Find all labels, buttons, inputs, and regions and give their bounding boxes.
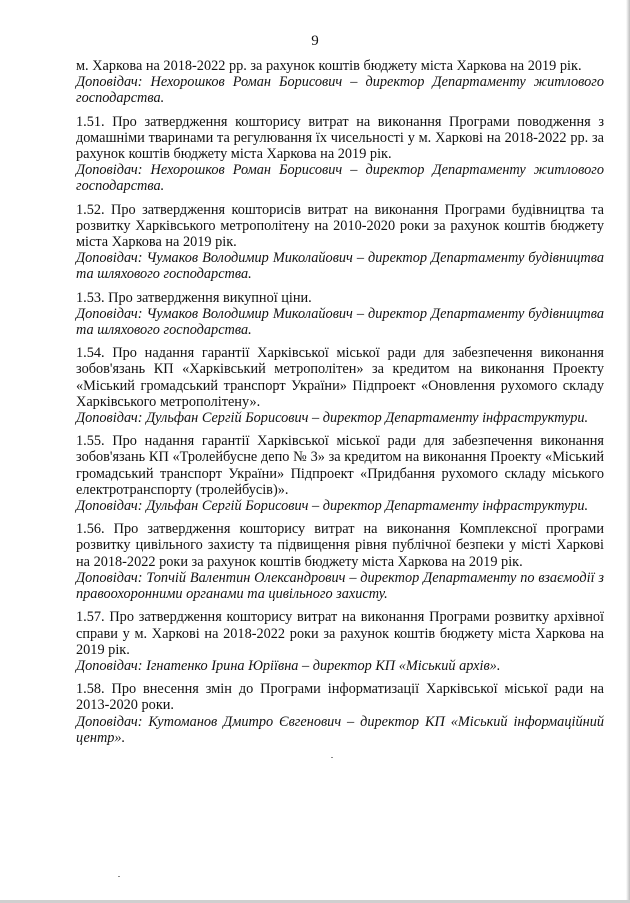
agenda-item bbox=[76, 114, 604, 195]
agenda-item-text: 1.53. Про затвердження викупної ціни. bbox=[76, 289, 312, 306]
agenda-item-speaker: Доповідач: Чумаков Володимир Миколайович – директор Департаменту будівництва та шляхового господарства. bbox=[76, 250, 604, 283]
scan-speck bbox=[331, 757, 333, 758]
agenda-item-text: м. Харкова на 2018-2022 рр. за рахунок коштів бюджету міста Харкова на 2019 рік. bbox=[76, 58, 582, 74]
agenda-item-speaker: Доповідач: Нехорошков Роман Борисович – директор Департаменту житлового господарства. bbox=[76, 74, 604, 107]
agenda-item bbox=[76, 58, 604, 107]
agenda-item-text: 1.55. Про надання гарантії Харківської міської ради для забезпечення виконання зобов'язань КП «Тролейбусне депо № 3» за кредитом на виконання Проекту «Міський громадський транспорт України» Підпроект «Придбання рухомого складу міського електротранспорту (тролейбусів)». bbox=[76, 433, 604, 498]
agenda-item-speaker: Доповідач: Чумаков Володимир Миколайович – директор Департаменту будівництва та шляхового господарства. bbox=[76, 305, 604, 339]
page-number: 9 bbox=[311, 33, 319, 49]
agenda-item-speaker: Доповідач: Дульфан Сергій Борисович – директор Департаменту інфраструктури. bbox=[76, 498, 589, 515]
agenda-item-speaker: Доповідач: Кутоманов Дмитро Євгенович – директор КП «Міський інформаційний центр». bbox=[76, 713, 604, 746]
scan-edge-shadow bbox=[626, 0, 630, 903]
agenda-item-text: 1.58. Про внесення змін до Програми інформатизації Харківської міської ради на 2013-2020 роки. bbox=[76, 681, 604, 714]
agenda-item bbox=[76, 345, 604, 426]
agenda-item-text: 1.57. Про затвердження кошторису витрат на виконання Програми розвитку архівної справи у м. Харкові на 2018-2022 роки за рахунок коштів бюджету міста Харкова на 2019 рік. bbox=[76, 609, 604, 658]
agenda-item-speaker: Доповідач: Дульфан Сергій Борисович – директор Департаменту інфраструктури. bbox=[76, 410, 589, 427]
agenda-item-speaker: Доповідач: Ігнатенко Ірина Юріївна – директор КП «Міський архів». bbox=[76, 657, 501, 674]
agenda-list bbox=[76, 58, 604, 753]
agenda-item-speaker: Доповідач: Нехорошков Роман Борисович – директор Департаменту житлового господарства. bbox=[76, 162, 604, 195]
agenda-item-text: 1.51. Про затвердження кошторису витрат на виконання Програми поводження з домашніми тваринами та регулювання їх чисельності у м. Харкові на 2018-2022 рр. за рахунок коштів бюджету міста Харкова на 2019 рік. bbox=[76, 113, 604, 163]
agenda-item bbox=[76, 609, 604, 674]
agenda-item-text: 1.54. Про надання гарантії Харківської міської ради для забезпечення виконання зобов'язань КП «Харківський метрополітен» за кредитом на виконання Проекту «Міський громадський транспорт України» Підпроект «Оновлення рухомого складу Харківського метрополітену». bbox=[76, 345, 604, 410]
agenda-item-text: 1.52. Про затвердження кошторисів витрат на виконання Програми будівництва та розвитку Харківського метрополітену на 2010-2020 роки за рахунок коштів бюджету міста Харкова на 2019 рік. bbox=[76, 201, 604, 251]
agenda-item bbox=[76, 202, 604, 283]
agenda-item bbox=[76, 290, 604, 339]
agenda-item bbox=[76, 681, 604, 746]
agenda-item bbox=[76, 521, 604, 602]
agenda-item-text: 1.56. Про затвердження кошторису витрат на виконання Комплексної програми розвитку цивільного захисту та підвищення рівня публічної безпеки у місті Харкові на 2018-2022 роки за рахунок коштів бюджету міста Харкова на 2019 рік. bbox=[76, 521, 604, 570]
agenda-item bbox=[76, 433, 604, 514]
agenda-item-speaker: Доповідач: Топчій Валентин Олександрович – директор Департаменту по взаємодії з правоохоронними органами та цивільного захисту. bbox=[76, 569, 604, 603]
scan-speck bbox=[118, 876, 120, 877]
